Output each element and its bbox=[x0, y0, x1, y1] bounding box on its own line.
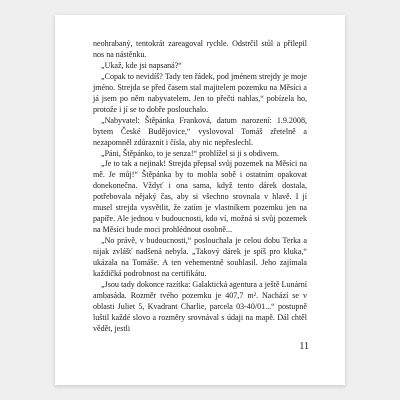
page-number: 11 bbox=[299, 341, 309, 352]
paragraph: „Copak to nevidíš? Tady ten řádek, pod jménem strejdy je moje jméno. Strejda se před časem stal majitelem pozemku na Měsíci a já jsem po něm nabyvatelem. Jen to přečti nahlas,“ pobízela ho, protože i jí se to dobře poslouchalo. bbox=[93, 71, 307, 114]
paragraph: „Jsou tady dokonce razítka: Galaktická agentura a ještě Lunární ambasáda. Rozměr tvého pozemku je 407,7 m². Nachází se v oblasti Juliet 5, Kvadrant Charlie, parcela 03-40/01...“ postupně luštil každé slovo a rozměry srovnával s údaji na mapě. Dál chtěl vědět, jestli bbox=[93, 279, 307, 333]
paragraph: „Ukaž, kde jsi napsaná?“ bbox=[101, 60, 182, 70]
paragraph: „Páni, Štěpánko, to je senza!“ prohlížel si ji s obdivem. bbox=[101, 148, 279, 158]
paragraph: „Je to tak a nejinak! Strejda přepsal svůj pozemek na Měsíci na mě. Je můj!“ Štěpánka by to mohla sobě i ostatním opakovat donekonečna. Vždyť i ona sama, když tento dárek dostala, potřebovala nějaký čas, aby si všechno srovnala v hlavě. I jí musel strejda vysvětlit, že zatím je vlastníkem pozemku jen na papíře. Ale jednou v budoucnosti, kdo ví, možná si svůj pozemek na Měsíci bude moci prohlédnout osobně... bbox=[93, 159, 307, 235]
book-page bbox=[55, 15, 345, 385]
paragraph: „No právě, v budoucnosti,“ poslouchala je celou dobu Terka a nijak zvlášť nadšená nebyla. „Takový dárek je spíš pro kluka,“ ukázala na Tomáše. A ten vehementně souhlasil. Jeho zajímala každičká podrobnost na certifikátu. bbox=[93, 236, 307, 279]
paragraph: neohrabaný, tentokrát zareagoval rychle. Odstrčil stůl a přilepil nos na nástěnku. bbox=[93, 39, 307, 59]
body-text bbox=[93, 39, 307, 335]
paragraph: „Nabyvatel: Štěpánka Franková, datum narození: 1.9.2008, bytem České Budějovice,“ vyslovoval Tomáš zřetelně a nezapomněl zdůraznit i čísla, aby nic nepřeslechl. bbox=[93, 115, 307, 147]
